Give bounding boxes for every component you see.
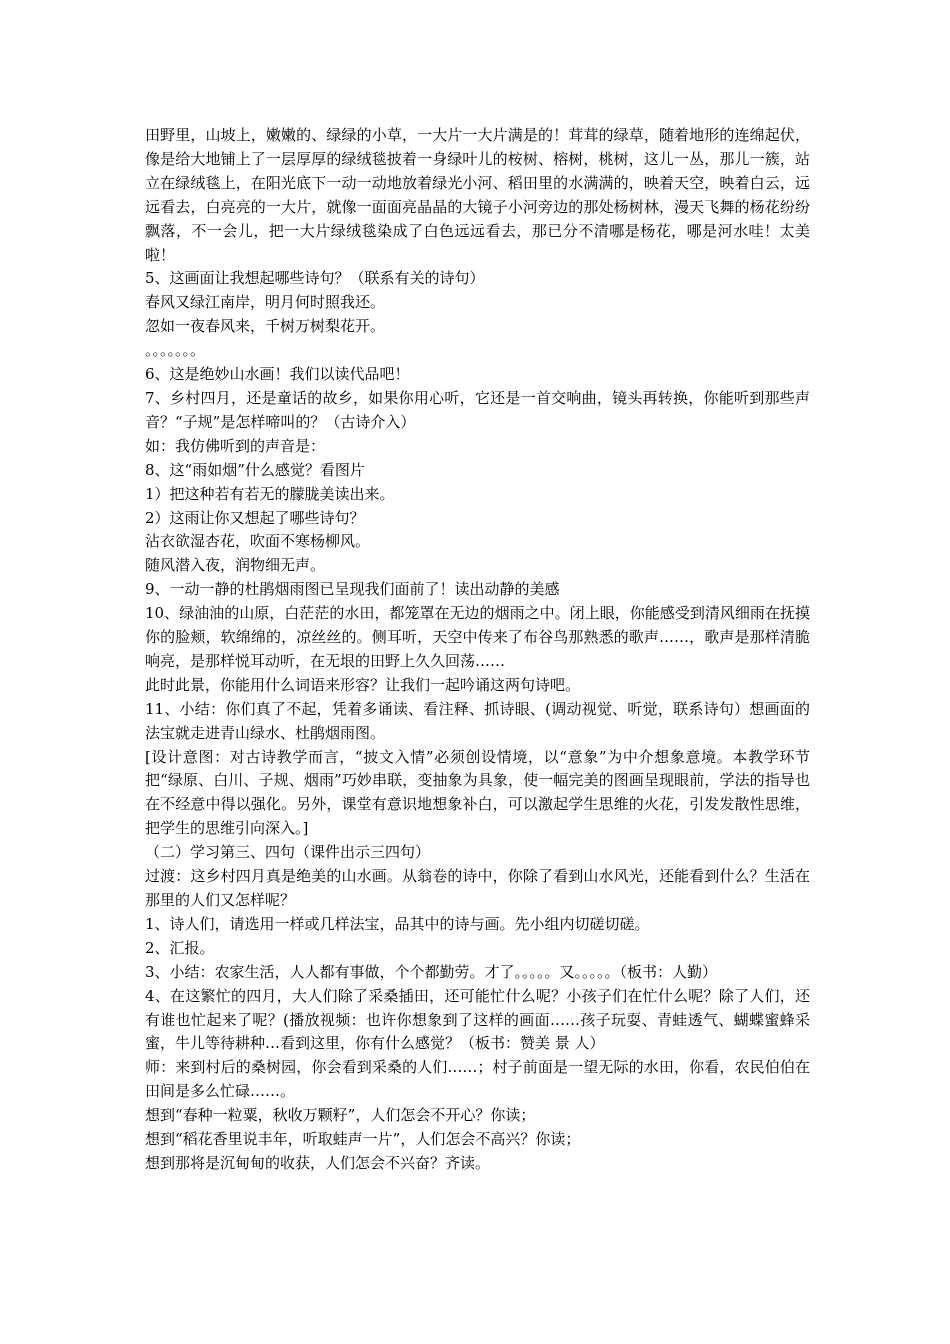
paragraph-reading-1: 想到“春种一粒粟，秋收万颗籽”，人们怎会不开心？你读； xyxy=(145,1106,536,1125)
poem-line: 忽如一夜春风来，千树万树梨花开。 xyxy=(145,317,386,336)
paragraph-step4: 4、在这繁忙的四月，大人们除了采桑插田，还可能忙什么呢？小孩子们在忙什么呢？除了人们，还有谁也忙起来了呢？(播放视频：也许你想象到了这样的画面……孩子玩耍、青蛙透气、蝴蝶蜜蜂采蜜，牛儿等待耕种…看到这里，你有什么感觉？（板书：赞美 景 人） xyxy=(145,986,810,1053)
paragraph-reading-3: 想到那将是沉甸甸的收获，人们怎会不兴奋？齐读。 xyxy=(145,1153,491,1172)
paragraph-q6: 6、这是绝妙山水画！我们以读代品吧！ xyxy=(145,365,410,384)
paragraph-example: 如：我仿佛听到的声音是： xyxy=(145,436,326,455)
paragraph-q8-1: 1）把这种若有若无的朦胧美读出来。 xyxy=(145,484,395,503)
paragraph-q8-2: 2）这雨让你又想起了哪些诗句？ xyxy=(145,508,365,527)
ellipsis-line: 。。。。。。。 xyxy=(145,341,206,360)
paragraph-design-intent: [设计意图：对古诗教学而言，“披文入情”必须创设情境，以“意象”为中介想象意境。本教学环节把“绿原、白川、子规、烟雨”巧妙串联，变抽象为具象，使一幅完美的图画呈现眼前，学法的指导也在不经意中得以强化。另外，课堂有意识地想象补白，可以激起学生思维的火花，引发发散性思维，把学生的思维引向深入。] xyxy=(145,747,810,838)
paragraph-step2: 2、汇报。 xyxy=(145,938,215,957)
paragraph-q7: 7、乡村四月，还是童话的故乡，如果你用心听，它还是一首交响曲，镜头再转换，你能听到那些声音？“子规”是怎样啼叫的？（古诗介入） xyxy=(145,388,810,431)
paragraph-landscape: 田野里，山坡上，嫩嫩的、绿绿的小草，一大片一大片满是的！茸茸的绿草，随着地形的连绵起伏，像是给大地铺上了一层厚厚的绿绒毯披着一身绿叶儿的桉树、榕树，桃树，这儿一丛，那儿一簇，站立在绿绒毯上，在阳光底下一动一动地放着绿光小河、稻田里的水满满的，映着天空，映着白云，远远看去，白亮亮的一大片，就像一面面亮晶晶的大镜子小河旁边的那处杨树林，漫天飞舞的杨花纷纷飘落，不一会儿，把一大片绿绒毯染成了白色远远看去，那已分不清哪是杨花，哪是河水哇！太美啦！ xyxy=(145,126,810,264)
poem-line: 沾衣欲湿杏花，吹面不寒杨柳风。 xyxy=(145,532,371,551)
paragraph-transition: 过渡：这乡村四月真是绝美的山水画。从翁卷的诗中，你除了看到山水风光，还能看到什么？生活在那里的人们又怎样呢？ xyxy=(145,867,810,909)
poem-line: 随风潜入夜，润物细无声。 xyxy=(145,556,326,575)
paragraph-q11-summary: 11、小结：你们真了不起，凭着多诵读、看注释、抓诗眼、(调动视觉、听觉，联系诗句）想画面的法宝就走进青山绿水、杜鹃烟雨图。 xyxy=(145,699,810,742)
paragraph-reading-2: 想到“稻花香里说丰年，听取蛙声一片”，人们怎会不高兴？你读； xyxy=(145,1130,581,1149)
paragraph-q5: 5、这画面让我想起哪些诗句？（联系有关的诗句） xyxy=(145,269,485,288)
paragraph-q8: 8、这“雨如烟”什么感觉？看图片 xyxy=(145,460,365,479)
paragraph-q10: 10、绿油油的山原，白茫茫的水田，都笼罩在无边的烟雨之中。闭上眼，你能感受到清风细雨在抚摸你的脸颊，软绵绵的，凉丝丝的。侧耳听，天空中传来了布谷鸟那熟悉的歌声……，歌声是那样清脆响亮，是那样悦耳动听，在无垠的田野上久久回荡…… xyxy=(145,604,810,670)
document-page xyxy=(145,124,810,1176)
paragraph-teacher: 师：来到村后的桑树园，你会看到采桑的人们……；村子前面是一望无际的水田，你看，农民伯伯在田间是多么忙碌……。 xyxy=(145,1058,810,1101)
section-heading: （二）学习第三、四句（课件出示三四句） xyxy=(145,843,431,862)
paragraph-step1: 1、诗人们，请选用一样或几样法宝，品其中的诗与画。先小组内切磋切磋。 xyxy=(145,914,650,933)
paragraph-q9: 9、一动一静的杜鹃烟雨图已呈现我们面前了！读出动静的美感 xyxy=(145,580,560,599)
paragraph-scene: 此时此景，你能用什么词语来形容？让我们一起吟诵这两句诗吧。 xyxy=(145,675,581,694)
paragraph-step3: 3、小结：农家生活，人人都有事做，个个都勤劳。才了。。。。。又。。。。。（板书：人勤） xyxy=(145,962,718,981)
poem-line: 春风又绿江南岸，明月何时照我还。 xyxy=(145,293,386,312)
